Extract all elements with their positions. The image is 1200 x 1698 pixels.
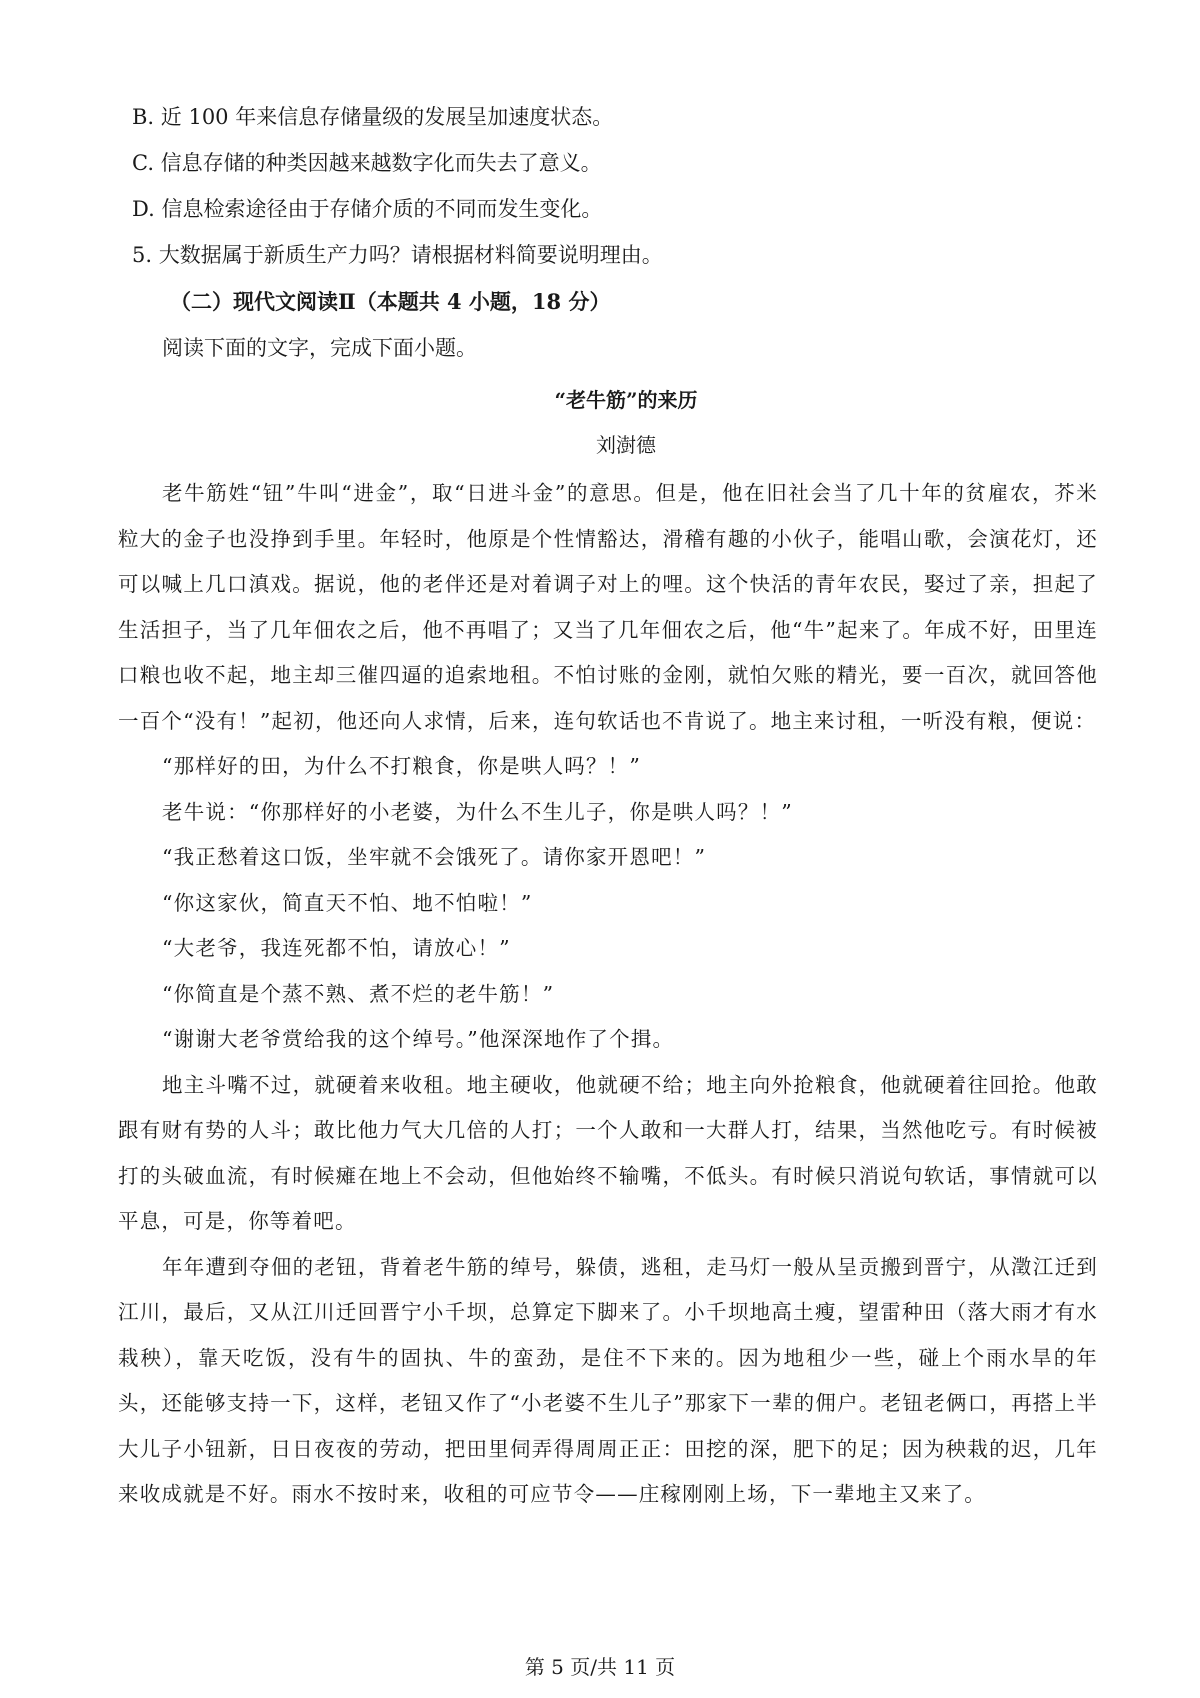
dialog-line-4: “你这家伙，简直天不怕、地不怕啦！” [162, 890, 533, 915]
dialog-line-3: “我正愁着这口饭，坐牢就不会饿死了。请你家开恩吧！” [162, 845, 707, 869]
section-heading: （二）现代文阅读Ⅱ（本题共 4 小题，18 分） [170, 289, 611, 314]
reading-instruction: 阅读下面的文字，完成下面小题。 [162, 336, 477, 360]
dialog-line-5: “大老爷，我连死都不怕，请放心！” [162, 936, 511, 960]
article-author: 刘澍德 [596, 433, 656, 457]
article-title: “老牛筋”的来历 [554, 388, 698, 412]
question-5: 5. 大数据属于新质生产力吗？请根据材料简要说明理由。 [132, 243, 663, 267]
page-content [118, 94, 1098, 1518]
option-c: C. 信息存储的种类因越来越数字化而失去了意义。 [132, 151, 602, 175]
dialog-line-6: “你简直是个蒸不熟、煮不烂的老牛筋！” [162, 981, 555, 1006]
article-paragraph-1: 老牛筋姓“钮”牛叫“进金”，取“日进斗金”的意思。但是，他在旧社会当了几十年的贫雇农，芥米粒大的金子也没挣到手里。年轻时，他原是个性情豁达，滑稽有趣的小伙子，能唱山歌，会演花灯，还可以喊上几口滇戏。据说，他的老伴还是对着调子对上的哩。这个快活的青年农民，娶过了亲，担起了生活担子，当了几年佃农之后，他不再唱了；又当了几年佃农之后，他“牛”起来了。年成不好，田里连口粮也收不起，地主却三催四逼的追索地租。不怕讨账的金刚，就怕欠账的精光，要一百次，就回答他一百个“没有！”起初，他还向人求情，后来，连句软话也不肯说了。地主来讨租，一听没有粮，便说： [118, 481, 1098, 733]
page-footer: 第 5 页/共 11 页 [524, 1655, 676, 1679]
article-paragraph-2: 地主斗嘴不过，就硬着来收租。地主硬收，他就硬不给；地主向外抢粮食，他就硬着往回抢。他敢跟有财有势的人斗；敢比他力气大几倍的人打；一个人敢和一大群人打，结果，当然他吃亏。有时候被打的头破血流，有时候瘫在地上不会动，但他始终不输嘴，不低头。有时候只消说句软话，事情就可以平息，可是，你等着吧。 [118, 1072, 1098, 1233]
option-b: B. 近 100 年来信息存储量级的发展呈加速度状态。 [132, 105, 614, 129]
article-paragraph-3: 年年遭到夺佃的老钮，背着老牛筋的绰号，躲债，逃租，走马灯一般从呈贡搬到晋宁，从澂江迁到江川，最后，又从江川迁回晋宁小千坝，总算定下脚来了。小千坝地高土瘦，望雷种田（落大雨才有水栽秧），靠天吃饭，没有牛的固执、牛的蛮劲，是住不下来的。因为地租少一些，碰上个雨水旱的年头，还能够支持一下，这样，老钮又作了“小老婆不生儿子”那家下一辈的佣户。老钮老俩口，再搭上半大儿子小钮新，日日夜夜的劳动，把田里伺弄得周周正正：田挖的深，肥下的足；因为秧栽的迟，几年来收成就是不好。雨水不按时来，收租的可应节令——庄稼刚刚上场，下一辈地主又来了。 [118, 1254, 1098, 1506]
dialog-line-7: “谢谢大老爷赏给我的这个绰号。”他深深地作了个揖。 [162, 1027, 675, 1051]
dialog-line-1: “那样好的田，为什么不打粮食，你是哄人吗？！” [162, 754, 642, 778]
dialog-line-2: 老牛说：“你那样好的小老婆，为什么不生儿子，你是哄人吗？！” [162, 799, 793, 824]
option-d: D. 信息检索途径由于存储介质的不同而发生变化。 [132, 197, 603, 221]
